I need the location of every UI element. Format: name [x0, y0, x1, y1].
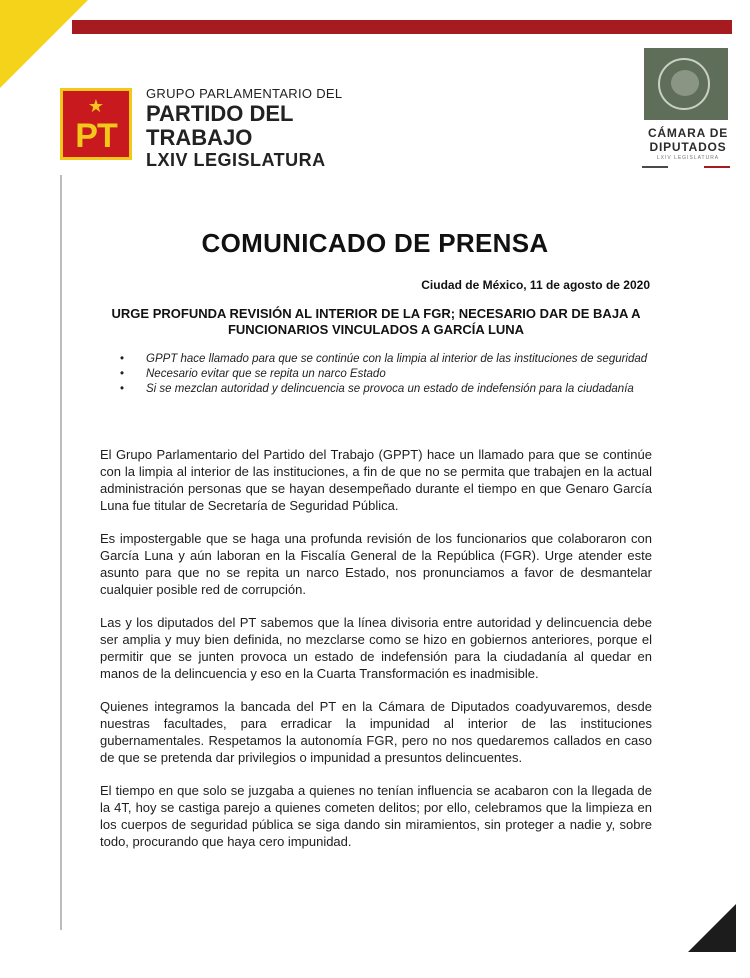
top-red-band — [72, 20, 732, 34]
party-line4: LXIV LEGISLATURA — [146, 150, 326, 170]
list-item: • Necesario evitar que se repita un narco Estado — [120, 368, 386, 380]
summary-bullets — [120, 352, 650, 397]
list-item: • GPPT hace llamado para que se continúe con la limpia al interior de las instituciones de seguridad — [120, 353, 648, 365]
paragraph: El tiempo en que solo se juzgaba a quienes no tenían influencia se acabaron con la llegada de la 4T, hoy se castiga parejo a quienes cometen delitos; por ello, celebramos que la limpieza en los cuerpos de seguridad pública se siga dando sin miramientos, sin proteger a nadie y, sobre todo, procurando que haya cero impunidad. — [100, 783, 652, 849]
corner-yellow-triangle — [0, 0, 88, 88]
document-title: COMUNICADO DE PRENSA — [201, 228, 549, 258]
camara-line2: DIPUTADOS — [649, 140, 727, 154]
bullet-icon: • — [120, 383, 125, 395]
paragraph: Quienes integramos la bancada del PT en la Cámara de Diputados coadyuvaremos, desde nuestras facultades, para erradicar la impunidad al interior de las instituciones gubernamentales. Respetamos la autonomía FGR, pero no nos quedaremos callados en caso de que se pretenda dar privilegios o impunidad a presuntos delincuentes. — [100, 699, 652, 765]
list-item: • Si se mezclan autoridad y delincuencia se provoca un estado de indefensión para la ciudadanía — [120, 383, 634, 395]
pt-logo-text: PT — [75, 117, 117, 155]
paragraph: Es impostergable que se haga una profunda revisión de los funcionarios que colaboraron con García Luna y aún laboran en la Fiscalía General de la República (FGR). Urge atender este asunto para que no se repita un narco Estado, nos pronunciamos a favor de desmantelar cualquier posible red de corrupción. — [100, 531, 652, 597]
flag-stripe — [642, 166, 730, 168]
party-name-block — [146, 86, 342, 171]
bullet-icon: • — [120, 353, 125, 365]
camara-title — [640, 126, 736, 154]
paragraph: El Grupo Parlamentario del Partido del Trabajo (GPPT) hace un llamado para que se continúe con la limpia al interior de las instituciones, a fin de que no se permita que trabajen en la actual administración personas que se hayan desempeñado durante el tiempo en que Genaro García Luna fue titular de Secretaría de Seguridad Pública. — [100, 447, 652, 513]
bullet-icon: • — [120, 368, 125, 380]
pt-logo — [60, 88, 132, 160]
left-vertical-rule — [60, 175, 62, 930]
party-line2: PARTIDO DEL — [146, 101, 294, 126]
headline: URGE PROFUNDA REVISIÓN AL INTERIOR DE LA FGR; NECESARIO DAR DE BAJA A FUNCIONARIOS VINCULADOS A GARCÍA LUNA — [111, 306, 641, 337]
party-line1: GRUPO PARLAMENTARIO DEL — [146, 86, 343, 101]
camara-subtitle: LXIV LEGISLATURA — [656, 155, 720, 161]
party-line3: TRABAJO — [146, 125, 253, 150]
camara-logo — [640, 48, 736, 168]
corner-black-triangle — [688, 904, 736, 952]
camara-line1: CÁMARA DE — [647, 126, 729, 140]
body-text — [100, 446, 652, 866]
coat-of-arms-icon — [644, 48, 728, 120]
dateline: Ciudad de México, 11 de agosto de 2020 — [421, 278, 650, 292]
star-icon: ★ — [87, 96, 105, 116]
paragraph: Las y los diputados del PT sabemos que la línea divisoria entre autoridad y delincuencia debe ser amplia y muy bien definida, no mezclarse como se hizo en gobiernos anteriores, porque el permitir que se junten provoca un estado de indefensión para la ciudadanía al quedar en manos de la delincuencia y eso en la Cuarta Transformación es inadmisible. — [100, 615, 652, 681]
